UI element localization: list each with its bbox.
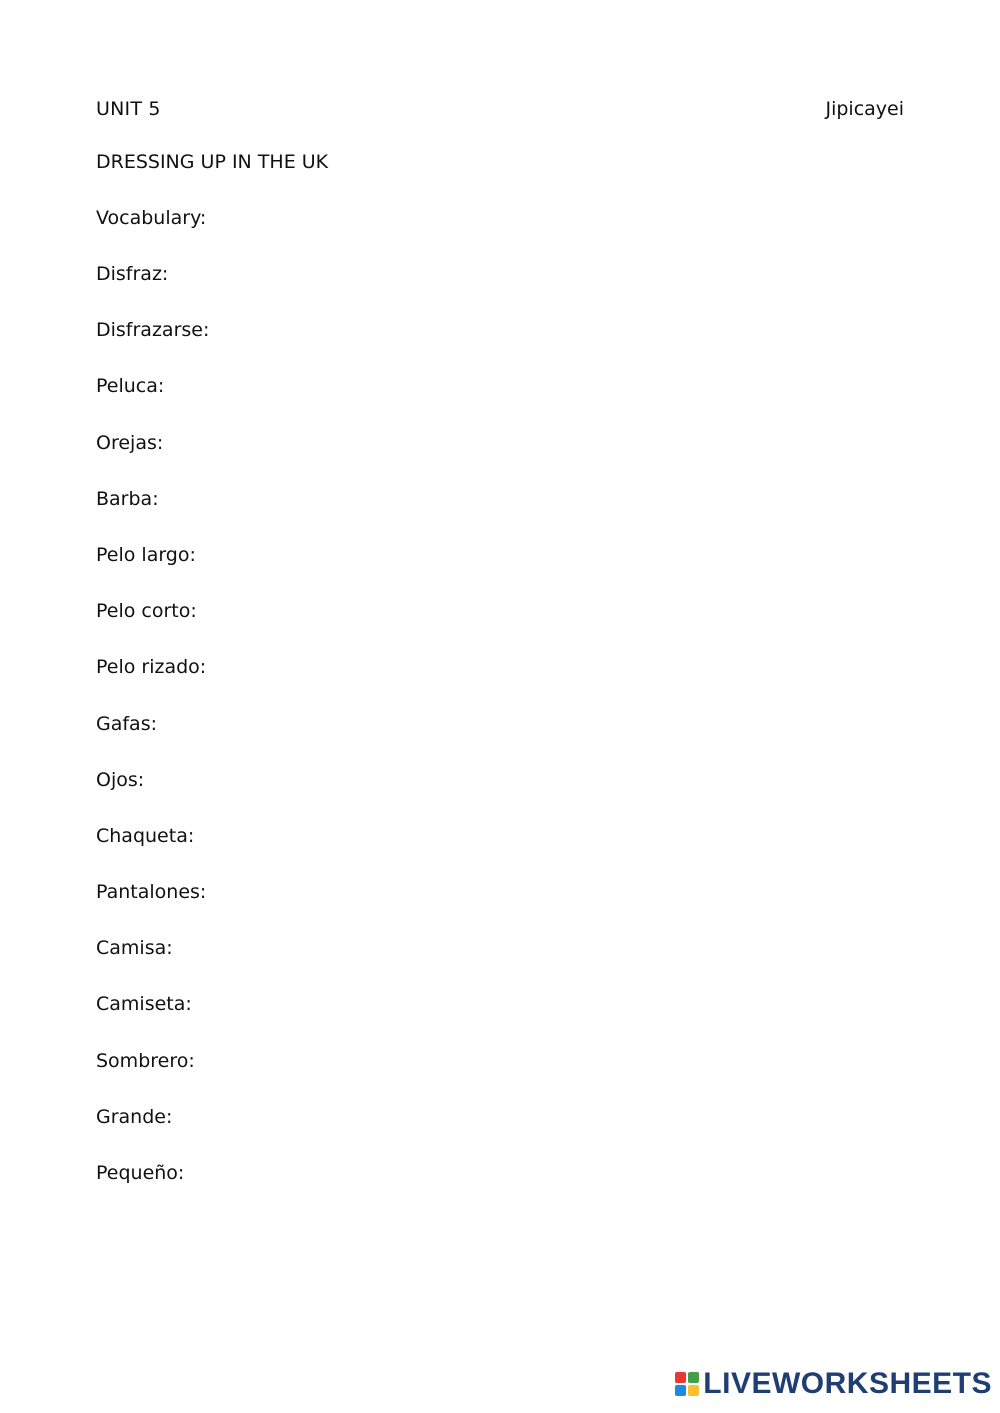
vocabulary-item: Chaqueta: xyxy=(96,824,195,847)
vocabulary-item: Pelo largo: xyxy=(96,543,196,566)
author-name: Jipicayei xyxy=(825,98,904,120)
liveworksheets-logo-text: LIVEWORKSHEETS xyxy=(703,1367,992,1400)
vocabulary-item: Sombrero: xyxy=(96,1049,195,1072)
vocabulary-item: Pelo corto: xyxy=(96,600,197,623)
vocabulary-list xyxy=(96,263,209,1218)
vocabulary-item: Pequeño: xyxy=(96,1162,185,1184)
vocabulary-item: Disfrazarse: xyxy=(96,319,210,342)
vocabulary-item: Ojos: xyxy=(96,768,145,791)
vocabulary-heading: Vocabulary: xyxy=(96,207,207,229)
worksheet-title: DRESSING UP IN THE UK xyxy=(96,151,329,173)
vocabulary-item: Pelo rizado: xyxy=(96,656,207,679)
liveworksheets-logo xyxy=(675,1367,992,1401)
vocabulary-item: Camiseta: xyxy=(96,993,192,1016)
vocabulary-item: Camisa: xyxy=(96,937,173,960)
vocabulary-item: Orejas: xyxy=(96,431,164,454)
liveworksheets-logo-icon xyxy=(675,1372,699,1396)
vocabulary-item: Disfraz: xyxy=(96,263,169,285)
vocabulary-item: Peluca: xyxy=(96,375,165,398)
unit-label: UNIT 5 xyxy=(96,98,161,120)
vocabulary-item: Grande: xyxy=(96,1105,173,1128)
vocabulary-item: Barba: xyxy=(96,487,159,510)
vocabulary-item: Pantalones: xyxy=(96,881,207,904)
vocabulary-item: Gafas: xyxy=(96,712,157,735)
